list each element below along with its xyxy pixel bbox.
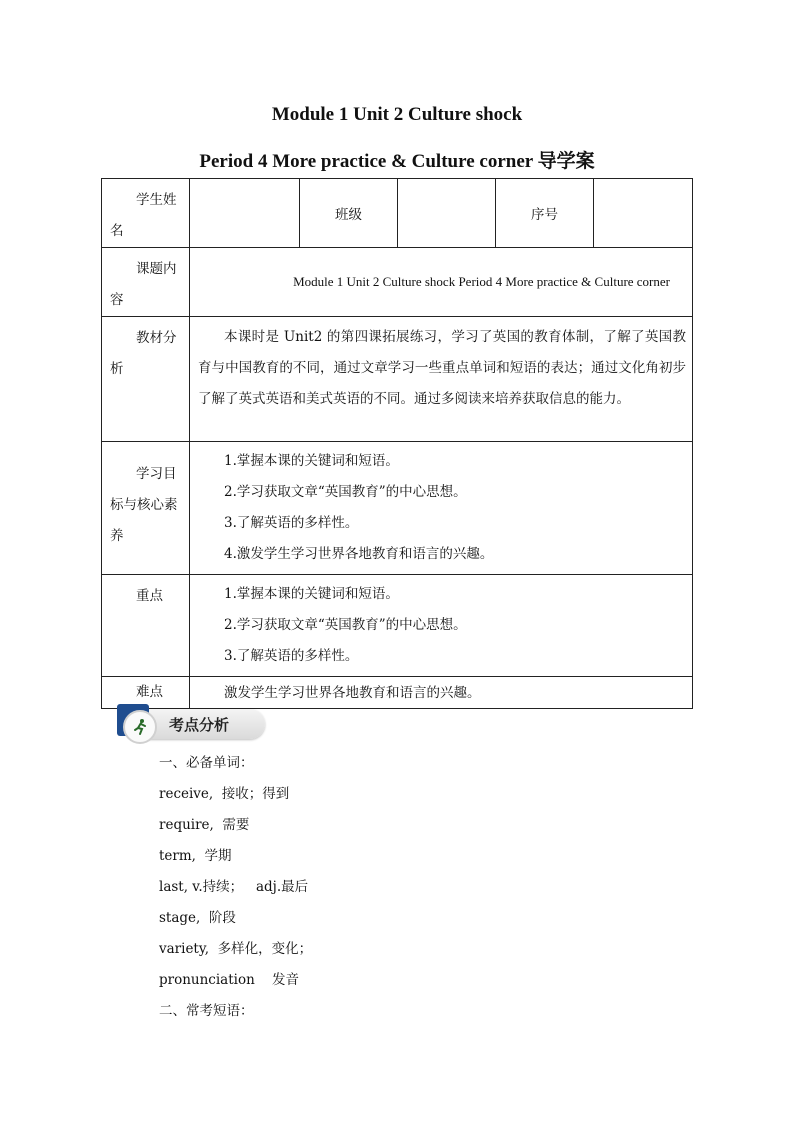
class-value-cell	[398, 179, 496, 248]
goals-label-text: 学习目标与核心素养	[110, 466, 178, 544]
list-item: last, v.持续； adj.最后	[159, 879, 309, 895]
list-item: variety, 多样化，变化；	[159, 941, 313, 957]
goals-list	[190, 442, 693, 575]
list-item: receive, 接收；得到	[159, 786, 290, 802]
table-row	[102, 442, 693, 575]
list-item: 1.掌握本课的关键词和短语。	[224, 586, 399, 602]
list-item: stage, 阶段	[159, 910, 236, 926]
document-title: Module 1 Unit 2 Culture shock	[271, 104, 523, 125]
list-item: term, 学期	[159, 848, 232, 864]
key-label	[102, 575, 190, 677]
list-item: 2.学习获取文章“英国教育”的中心思想。	[224, 617, 467, 633]
class-label: 班级	[300, 179, 398, 248]
analysis-label	[102, 317, 190, 442]
key-points-list	[190, 575, 693, 677]
analysis-label-text: 教材分析	[110, 330, 177, 377]
topic-label-text: 课题内容	[110, 261, 177, 308]
goals-label	[102, 442, 190, 575]
running-person-icon	[123, 710, 157, 744]
difficulty-text: 激发学生学习世界各地教育和语言的兴趣。	[190, 677, 693, 709]
difficulty-label-text: 难点	[136, 684, 163, 700]
phrases-heading: 二、常考短语：	[159, 1003, 254, 1019]
topic-value: Module 1 Unit 2 Culture shock Period 4 More practice & Culture corner	[190, 248, 693, 317]
section-badge-label: 考点分析	[169, 716, 230, 734]
vocab-section	[159, 748, 312, 1027]
name-label	[102, 179, 190, 248]
table-row	[102, 317, 693, 442]
table-row	[102, 248, 693, 317]
analysis-text: 本课时是 Unit2 的第四课拓展练习，学习了英国的教育体制，了解了英国教育与中国教育的不同，通过文章学习一些重点单词和短语的表达；通过文化角初步了解了英式英语和美式英语的不同。通过多阅读来培养获取信息的能力。	[190, 317, 693, 442]
name-label-text: 学生姓名	[110, 192, 177, 239]
topic-label	[102, 248, 190, 317]
seat-value-cell	[594, 179, 693, 248]
table-row	[102, 575, 693, 677]
section-badge	[117, 704, 267, 742]
list-item: pronunciation 发音	[159, 972, 299, 988]
name-value-cell	[190, 179, 300, 248]
lesson-info-table	[101, 178, 693, 709]
document-subtitle: Period 4 More practice & Culture corner 导学案	[199, 151, 595, 172]
list-item: 3.了解英语的多样性。	[224, 648, 359, 664]
seat-label: 序号	[496, 179, 594, 248]
vocab-heading: 一、必备单词：	[159, 755, 254, 771]
list-item: 3.了解英语的多样性。	[224, 515, 359, 531]
list-item: 2.学习获取文章“英国教育”的中心思想。	[224, 484, 467, 500]
table-row	[102, 179, 693, 248]
list-item: require, 需要	[159, 817, 250, 833]
key-label-text: 重点	[136, 588, 163, 604]
list-item: 1.掌握本课的关键词和短语。	[224, 453, 399, 469]
list-item: 4.激发学生学习世界各地教育和语言的兴趣。	[224, 546, 494, 562]
